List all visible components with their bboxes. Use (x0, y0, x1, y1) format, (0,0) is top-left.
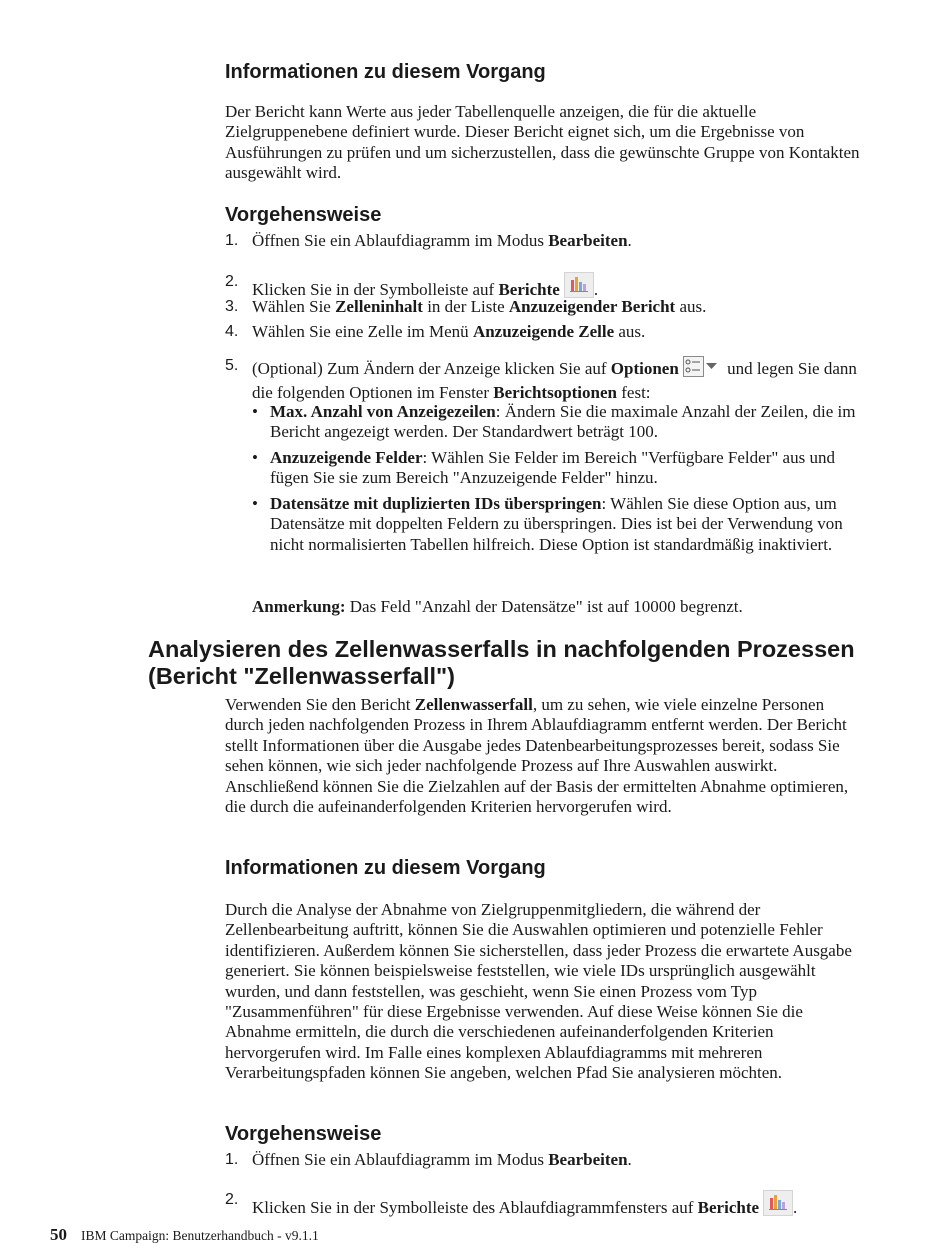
note: Anmerkung: Das Feld "Anzahl der Datensätze" ist auf 10000 begrenzt. (252, 597, 743, 616)
section-title: Analysieren des Zellenwasserfalls in nachfolgenden Prozessen (Bericht "Zellenwasserfall") (148, 636, 855, 689)
procedure-heading-1: Vorgehensweise (225, 204, 382, 226)
book-title: IBM Campaign: Benutzerhandbuch - v9.1.1 (81, 1228, 319, 1243)
section-intro: Verwenden Sie den Bericht Zellenwasserfall, um zu sehen, wie viele einzelne Personen durch jeden nachfolgenden Prozess in Ihrem Ablaufdiagramm entfernt werden. Der Bericht stellt Informationen über die Ausgabe jedes Datenbearbeitungsprozesses bereit, sodass Sie sehen können, wie sich jeder nachfolgende Prozess auf Ihre Auswahlen auswirkt. Anschließend können Sie die Zielzahlen auf der Basis der ermittelten Abnahme optimieren, die durch die aufeinanderfolgenden Kriterien hervorgerufen wird. (225, 695, 849, 817)
step-number: 1. (225, 232, 239, 249)
about-heading-1: Informationen zu diesem Vorgang (225, 61, 546, 83)
page-footer (50, 1226, 319, 1245)
about-text-2: Durch die Analyse der Abnahme von Zielgruppenmitgliedern, die während der Zellenbearbeitung auftritt, können Sie die Auswahlen optimieren und potenzielle Fehler identifizieren. Außerdem können Sie sicherstellen, dass jeder Prozess die erwartete Ausgabe generiert. Sie können beispielsweise feststellen, wie viele IDs ursprünglich ausgewählt wurden, und dann feststellen, was geschieht, wenn Sie einen Prozess vom Typ "Zusammenführen" für diese Ergebnisse verwenden. Auf diese Weise können Sie die Abnahme ermitteln, die durch die verschiedenen aufeinanderfolgenden Kriterien hervorgerufen wird. Im Falle eines komplexen Ablaufdiagramms mit mehreren Verarbeitungspfaden können Sie angeben, welchen Pfad Sie analysieren möchten. (225, 900, 852, 1083)
about-text-1: Der Bericht kann Werte aus jeder Tabellenquelle anzeigen, die für die aktuelle Zielgruppenebene definiert wurde. Dieser Bericht eignet sich, um die Ergebnisse von Ausführungen zu prüfen und um sicherzustellen, dass die gewünschte Gruppe von Kontakten ausgewählt wird. (225, 102, 860, 183)
note-label: Anmerkung: (252, 597, 346, 616)
options-dropdown-icon[interactable] (683, 356, 719, 383)
document-page: Informationen zu diesem Vorgang Der Bericht kann Werte aus jeder Tabellenquelle anzeigen, die für die aktuelle Zielgruppenebene definiert wurde. Dieser Bericht eignet sich, um die Ergebnisse von Ausführungen zu prüfen und um sicherzustellen, dass die gewünschte Gruppe von Kontakten ausgewählt wird. Vorgehensweise 1. Öffnen Sie ein Ablaufdiagramm im Modus Bearbeiten. 2. Klicken Sie in der Symbolleiste auf Berichte . 3. Wählen Sie Zelleninhalt in der Liste Anzuzeigender Bericht aus. 4. Wählen Sie eine Zelle im Menü Anzuzeigende Zelle aus. 5. (Optional) Zum Ändern der Anzeige klicken Sie auf Optionen und legen Sie dann die folgenden Optionen im Fenster Berichtsoptionen fest: • Max. Anzahl von Anzeigezeilen: Ändern Sie die maximale Anzahl der Zeilen, die im Bericht angezeigt werden. Der Standardwert beträgt 100. • Anzuzeigende Felder: Wählen Sie Felder im Bereich "Verfügbare Felder" aus und fügen Sie sie zum Bereich "Anzuzeigende Felder" hinzu. • Datensätze mit duplizierten IDs überspringen: Wählen Sie diese Option aus, um Datensätze mit doppelten Feldern zu überspringen. Dies ist bei der Verwendung von nicht normalisierten Tabellen hilfreich. Diese Option ist standardmäßig inaktiviert. Anmerkung: Das Feld "Anzahl der Datensätze" ist auf 10000 begrenzt. Analysieren des Zellenwasserfalls in nachfolgenden Prozessen (Bericht "Zellenwasserfall") Verwenden Sie den Bericht Zellenwasserfall, um zu sehen, wie viele einzelne Personen durch jeden nachfolgenden Prozess in Ihrem Ablaufdiagramm entfernt werden. Der Bericht stellt Informationen über die Ausgabe jedes Datenbearbeitungsprozesses bereit, sodass Sie sehen können, wie sich jeder nachfolgende Prozess auf Ihre Auswahlen auswirkt. Anschließend können Sie die Zielzahlen auf der Basis der ermittelten Abnahme optimieren, die durch die aufeinanderfolgenden Kriterien hervorgerufen wird. Informationen zu diesem Vorgang Durch die Analyse der Abnahme von Zielgruppenmitgliedern, die während der Zellenbearbeitung auftritt, können Sie die Auswahlen optimieren und potenzielle Fehler identifizieren. Außerdem können Sie sicherstellen, dass jeder Prozess die erwartete Ausgabe generiert. Sie können beispielsweise feststellen, wie viele IDs ursprünglich ausgewählt wurden, und dann feststellen, was geschieht, wenn Sie einen Prozess vom Typ "Zusammenführen" für diese Ergebnisse verwenden. Auf diese Weise können Sie die Abnahme ermitteln, die durch die verschiedenen aufeinanderfolgenden Kriterien hervorgerufen wird. Im Falle eines komplexen Ablaufdiagramms mit mehreren Verarbeitungspfaden können Sie angeben, welchen Pfad Sie analysieren möchten. Vorgehensweise 1. Öffnen Sie ein Ablaufdiagramm im Modus Bearbeiten. 2. Klicken Sie in der Symbolleiste des Ablaufdiagrammfensters auf Berichte . 50 IBM Campaign: Benutzerhandbuch - v9.1.1 (0, 0, 950, 1260)
reports-chart-icon[interactable] (763, 1190, 793, 1221)
page-number: 50 (50, 1225, 67, 1244)
procedure-heading-2: Vorgehensweise (225, 1123, 382, 1145)
about-heading-2: Informationen zu diesem Vorgang (225, 857, 546, 879)
